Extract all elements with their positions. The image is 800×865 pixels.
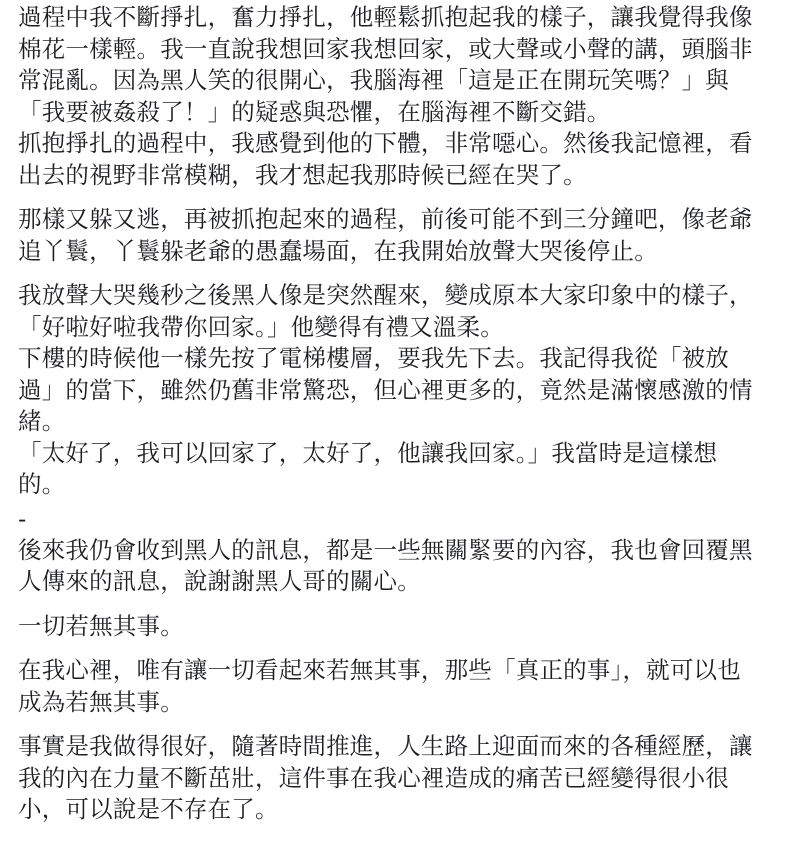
text-line: 「好啦好啦我帶你回家。」他變得有禮又溫柔。: [18, 312, 504, 341]
text-line: 棉花一樣輕。我一直說我想回家我想回家，或大聲或小聲的講，頭腦非: [18, 34, 753, 63]
paragraph-2: [18, 204, 786, 267]
paragraph-3: [18, 280, 786, 501]
text-line: 過」的當下，雖然仍舊非常驚恐，但心裡更多的，竟然是滿懷感激的情: [18, 375, 753, 404]
paragraph-5: [18, 611, 786, 643]
paragraph-4: [18, 535, 786, 598]
text-line: 在我心裡，唯有讓一切看起來若無其事，那些「真正的事」，就可以也: [18, 656, 741, 684]
text-line: 常混亂。因為黑人笑的很開心，我腦海裡「這是正在開玩笑嗎？」與: [18, 66, 729, 94]
paragraph-1: [18, 2, 786, 191]
text-line: 追丫鬟，丫鬟躲老爺的愚蠢場面，在我開始放聲大哭後停止。: [18, 236, 658, 265]
paragraph-7: [18, 731, 786, 826]
text-line: 事實是我做得很好，隨著時間推進，人生路上迎面而來的各種經歷，讓: [18, 732, 753, 760]
text-line: 的。: [18, 470, 66, 498]
text-line: 我的內在力量不斷茁壯，這件事在我心裡造成的痛苦已經變得很小很: [18, 763, 729, 792]
text-line: 一切若無其事。: [18, 611, 184, 640]
text-line: 成為若無其事。: [18, 687, 184, 716]
text-line: 後來我仍會收到黑人的訊息，都是一些無關緊要的內容，我也會回覆黑: [18, 535, 753, 564]
text-line: 小，可以說是不存在了。: [18, 795, 279, 823]
text-line: 出去的視野非常模糊，我才想起我那時候已經在哭了。: [18, 160, 587, 189]
text-line: 「我要被姦殺了！」的疑惑與恐懼，在腦海裡不斷交錯。: [18, 97, 611, 126]
text-line: 過程中我不斷掙扎，奮力掙扎，他輕鬆抓抱起我的樣子，讓我覺得我像: [18, 3, 753, 31]
section-separator: -: [18, 506, 27, 533]
paragraph-6: [18, 655, 786, 718]
text-line: 那樣又躲又逃，再被抓抱起來的過程，前後可能不到三分鐘吧，像老爺: [18, 205, 753, 233]
text-line: 我放聲大哭幾秒之後黑人像是突然醒來，變成原本大家印象中的樣子，: [18, 281, 753, 309]
text-line: 下樓的時候他一樣先按了電梯樓層，要我先下去。我記得我從「被放: [18, 344, 729, 372]
text-line: 緒。: [18, 407, 66, 435]
text-line: 「太好了，我可以回家了，太好了，他讓我回家。」我當時是這樣想: [18, 438, 718, 467]
text-line: 人傳來的訊息，說謝謝黑人哥的關心。: [18, 567, 421, 595]
text-line: 抓抱掙扎的過程中，我感覺到他的下體，非常噁心。然後我記憶裡，看: [18, 129, 753, 157]
